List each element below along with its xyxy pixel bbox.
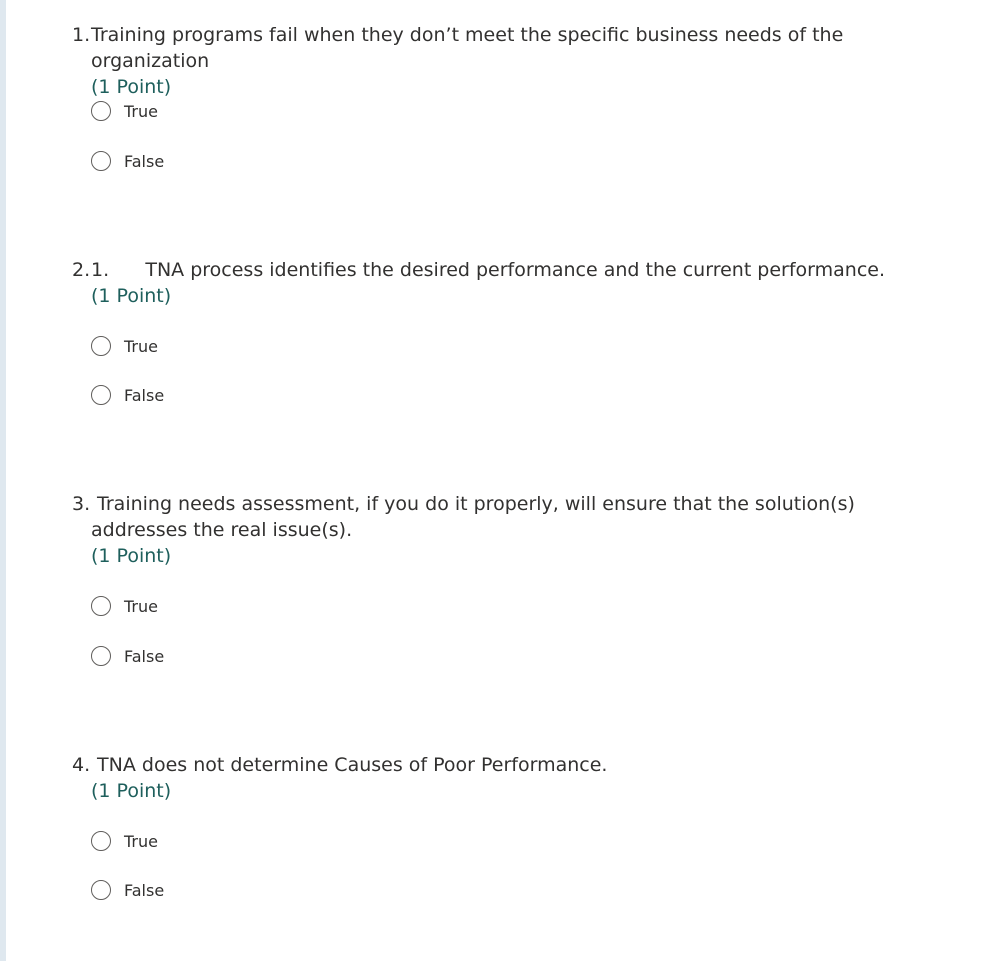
option-true[interactable] — [91, 334, 158, 358]
question-points: (1 Point) — [91, 76, 172, 98]
question-title — [72, 22, 952, 74]
option-label: True — [124, 336, 158, 356]
option-label: False — [124, 880, 165, 900]
question-number: 2. — [72, 259, 91, 281]
question-text: 1. TNA process identifies the desired performance and the current performance. — [91, 259, 886, 281]
option-label: True — [124, 831, 158, 851]
radio-unselected-icon[interactable] — [91, 880, 111, 900]
radio-unselected-icon[interactable] — [91, 831, 111, 851]
question-number: 4. — [72, 754, 91, 776]
option-label: False — [124, 151, 165, 171]
option-false[interactable] — [91, 878, 164, 902]
option-true[interactable] — [91, 829, 158, 853]
radio-unselected-icon[interactable] — [91, 385, 111, 405]
question-points: (1 Point) — [91, 780, 172, 802]
option-label: True — [124, 101, 158, 121]
question-text: Training programs fail when they don’t meet the specific business needs of the organization — [91, 24, 850, 72]
option-label: True — [124, 596, 158, 616]
question-1 — [72, 22, 952, 171]
question-text: TNA does not determine Causes of Poor Performance. — [91, 754, 608, 776]
option-label: False — [124, 646, 165, 666]
radio-unselected-icon[interactable] — [91, 151, 111, 171]
option-label: False — [124, 385, 165, 405]
question-title — [72, 752, 952, 778]
option-true[interactable] — [91, 594, 158, 618]
option-false[interactable] — [91, 383, 164, 407]
question-text: Training needs assessment, if you do it properly, will ensure that the solution(s) addresses the real issue(s). — [91, 493, 861, 541]
question-2 — [72, 257, 952, 405]
radio-unselected-icon[interactable] — [91, 646, 111, 666]
radio-unselected-icon[interactable] — [91, 101, 111, 121]
question-number: 1. — [72, 24, 91, 46]
question-4 — [72, 752, 952, 900]
option-true[interactable] — [91, 99, 158, 123]
option-false[interactable] — [91, 149, 164, 173]
question-3 — [72, 491, 952, 666]
question-points: (1 Point) — [91, 545, 172, 567]
question-number: 3. — [72, 493, 91, 515]
left-rail — [0, 0, 6, 961]
question-title — [72, 491, 952, 543]
question-title — [72, 257, 952, 283]
radio-unselected-icon[interactable] — [91, 596, 111, 616]
option-false[interactable] — [91, 644, 164, 668]
radio-unselected-icon[interactable] — [91, 336, 111, 356]
question-points: (1 Point) — [91, 285, 172, 307]
